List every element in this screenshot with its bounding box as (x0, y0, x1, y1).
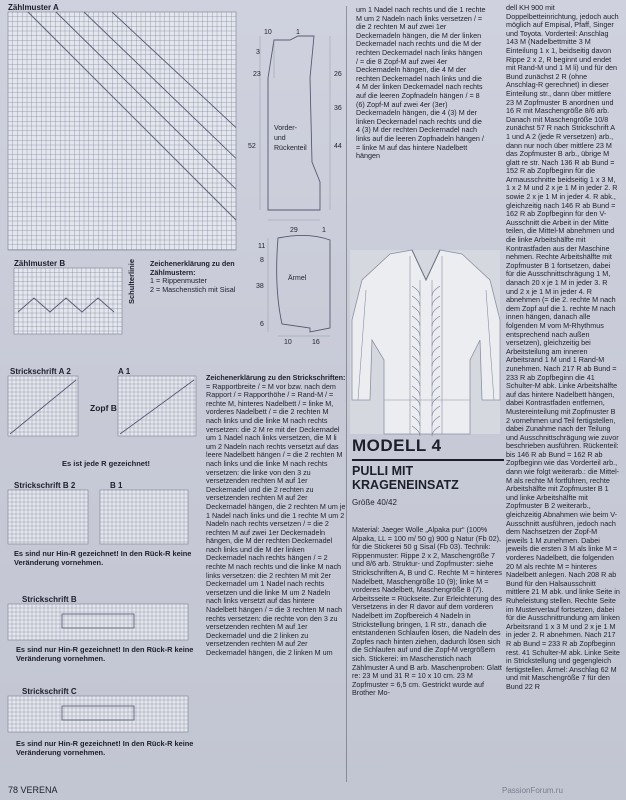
sb-cells (8, 604, 188, 640)
strickschrift-a2-title: Strickschrift A 2 (10, 367, 71, 376)
sleeve-schematic (238, 232, 338, 344)
body-label-1: Vorder- (274, 125, 297, 132)
dim-23: 23 (253, 71, 261, 78)
sleeve-dim-16: 16 (312, 339, 320, 346)
legend-title: Zeichenerklärung zu den Zählmustern: (150, 260, 235, 277)
material-technique-text: Material: Jaeger Wolle „Alpaka pur“ (100% Alpaka, LL = 100 m/ 50 g) 900 g Natur (Fb 02), für die Stickerei 50 g Sisal (Fb 03). Technik: Rippenmuster: Rippe 2 x 2, Maschengröße 7 und 8/6 arb. Struktur- und Zopfmuster: siehe Strickschriften A, B und C. Rechte M = hinteres Nadelbett, Maschengröße 10 (9); linke M = vorderes Nadelbett, Maschengröße 8 (7). Arbeitsseite = Rückseite. Zur Erleichterung des Versetzens in der R davor auf dem vorderen Nadelbett im Zopfbereich 4 Nadeln in Strickstellung bringen, 1 R str., danach die entstandenen Schlaufen lösen, die Nadeln des Zopfes nach hinten ziehen, dadurch lösen sich die Schlaufen auf und die Zopf-M vergrößern sich. Stickerei: im Maschenstich nach Zählmuster A und B arb. Maschenproben: Glatt re: 23 M und 31 R = 10 x 10 cm. 23 M Zopfmuster = 6,5 cm. Gestrickt wurde auf Brother Mo- (352, 526, 502, 698)
dim-52: 52 (248, 143, 256, 150)
page-footer: 78 VERENA (8, 785, 58, 795)
dim-29: 29 (290, 227, 298, 234)
strickschrift-b2-note: Es sind nur Hin-R gezeichnet! In den Rück-R keine Veränderung vornehmen. (14, 550, 192, 567)
dim-26: 26 (334, 71, 342, 78)
sleeve-dim-38: 38 (256, 283, 264, 290)
size-label: Größe 40/42 (352, 498, 397, 507)
model-subtitle: PULLI MIT KRAGENEINSATZ (352, 464, 459, 492)
strickschrift-c-note: Es sind nur Hin-R gezeichnet! In den Rück-R keine Veränderung vornehmen. (16, 740, 194, 757)
legend2-title: Zeichenerklärung zu den Strickschriften: (206, 374, 346, 382)
grid-a-cells (8, 12, 236, 250)
zaehlmuster-b-grid (14, 268, 126, 340)
sb2-cells (8, 490, 88, 544)
sleeve-dim-6: 6 (260, 321, 264, 328)
strickschrift-b1-title: B 1 (110, 481, 123, 490)
instructions-column: dell KH 900 mit Doppelbetteinrichtung, jedoch auch möglich auf Empisal, Pfaff, Singer und Toyota. Vorderteil: Anschlag 143 M (Nadelbettmitte 3 M Einteilung 1 x 1, beidseitig davon Rippe 2 x 2, R beginnt und endet mit Rand-M und 1 M li) und für den Bund zunächst 2 R (ohne Anschlag-R gerechnet) in dieser Einteilung str., dann über mittlere 23 M Zopfmuster B anordnen und 16 R mit Maschengröße 8/6 arb. Danach mit Maschengröße 10/8 zunächst 57 R nach Strickschrift A 1 und A 2 (jede R versetzen) arb., dann nur noch über mittlere 23 M das Zopfmuster B arb., übrige M glatt re str. Nach 136 R ab Bund = 152 R ab Zopfbeginn für die Armausschnitte beidseitig 1 x 3 M, 1 x 2 M und 2 x je 1 M in jeder 2. R sowie 2 x je 1 M in jeder 4. R abk., gleichzeitig nach 146 R ab Bund = 162 R ab Zopfbeginn für den V-Ausschnitt die Arbeit in der Mitte teilen, die Mittel-M abnehmen und die linke Arbeitshälfte mit Kontrastfaden aus der Maschine nehmen. Rechte Arbeitshälfte mit Zopfmuster B 1 fortsetzen, dabei für die Ausschnittschrägung 1 M, danach 20 x je 1 M in jeder 3. R und 2 x je 1 M in jeder 4. R abnehmen (= die 2. rechte M nach dem Zopf auf die 1. rechte M nach innen hängen, danach alle folgenden M vom M-Rhythmus entsprechend nach außen versetzen), gleichzeitig bei Arbeitsteilung am inneren Arbeitsrand 1 M und 1 Rand-M zunehmen. Nach 217 R ab Bund = 233 R ab Zopfbeginn die 41 Schulter-M abk. Linke Arbeitshälfte auf das hintere Nadelbett hängen, dabei Kontrastfaden entfernen, Mustereinteilung mit Zopfmuster B 2 vornehmen und Teil fertigstellen, dabei Zunahme nach der Teilung und Ausschnittschrägung wie zuvor beschrieben ausführen. Rückenteil: bis 146 R ab Bund = 162 R ab Zopfbeginn wie das Vorderteil arb., dann wie folgt weiterarb.: die Mittel-M als rechte M fortführen, rechte Arbeitshälfte mit Zopfmuster B 1 und linke Arbeitshälfte mit Zopfmuster B 2 weiterarb., gleichzeitig Abnahmen wie beim V-Ausschnitt ausführen, jedoch nach dem Nachsetzen der Zopf-M jeweils 1 M zunehmen. Dabei jeweils die ersten 3 M als linke M = vorderes Nadelbett, die folgenden 20 M als rechte M = hinteres Nadelbett anlegen. Nach 208 R ab Bund für den Halsausschnitt mittlere 21 M abk. und linke Seite in Ruheleistung stellen. Rechte Seite im Musterverlauf fortsetzen, dabei für die Ausschnittrundung am linken Arbeitsrand 1 x 3 M und 2 x je 1 M in jeder 2. R abnehmen. Nach 217 R ab Bund = 233 R ab Zopfbeginn rest. 41 Schulter-M abk. Linke Seite in Strickstellung und gegengleich fertigstellen. Ärmel: Anschlag 62 M und mit Maschengröße 7 für den Bund 22 R (506, 4, 620, 691)
dim-3: 3 (256, 49, 260, 56)
strickschrift-a-note: Es ist jede R gezeichnet! (62, 459, 150, 468)
site-watermark: PassionForum.ru (502, 786, 563, 795)
strickschrift-c-title: Strickschrift C (22, 687, 77, 696)
zaehlmuster-a-grid (8, 12, 240, 254)
strickschrift-b-note: Es sind nur Hin-R gezeichnet! In den Rück-R keine Veränderung vornehmen. (16, 646, 194, 663)
zaehlmuster-b-title: Zählmuster B (14, 259, 66, 268)
model-number: MODELL 4 (352, 436, 442, 455)
sleeve-dim-11: 11 (258, 243, 266, 250)
legend2-body: = Rapportbreite / = M vor bzw. nach dem Rapport / = Rapporthöhe / = Rand-M / = rechte M, hinteres Nadelbett / = linke M, vorderes Nadelbett / = die 2 rechten M nach links und die linke M nach rechts versetzen: die 2 M re mit der Deckernadel um 1 Nadel nach links versetzen, die M li um 2 Nadeln nach rechts versetzt auf das leere Nadelbett hängen / = die 2 rechten M nach links und die linke M nach rechts versetzen: die linke von den 3 zu versetzenden rechten M auf 1er Deckernadel und die 2 rechten zu versetzenden rechten M auf 2er Deckernadel hängen, die 2 rechten M um je 1 Nadel nach links und die 1 rechte M um 2 Nadeln nach rechts versetzen / = die 2 rechten M auf zwei 1er Deckernadeln hängen, die M der rechten Deckernadel nach links und die M der linken Deckernadel nach rechts hängen / = 2 rechte M nach rechts und die linke M nach links versetzen: die 2 rechten M mit 2er Deckernadel um 1 Nadel nach rechts versetzen und die linke M um 2 Nadeln nach links versetzt auf das hintere Nadelbett hängen / = die 3 rechten M nach rechts versetzen: die rechte von den 3 zu versetzenden rechten M auf 1er Deckernadel und die 2 linken zu versetzenden rechten M auf 2er Deckernadel hängen, die 2 linken M um (206, 381, 346, 657)
dim-1-bottom: 1 (322, 227, 326, 234)
sc-cells (8, 696, 188, 732)
model-title-block (352, 436, 504, 507)
strickschrift-b2-title: Strickschrift B 2 (14, 481, 76, 490)
dim-1-top: 1 (296, 29, 300, 36)
sweater-photo (350, 250, 500, 434)
sleeve-label: Ärmel (288, 275, 307, 282)
strickschrift-b-chart (8, 604, 198, 644)
symbol-legend-continued: um 1 Nadel nach rechts und die 1 rechte M um 2 Nadeln nach links versetzen / = die 2 rechten M auf zwei 1er Deckernadeln hängen, die M der linken Deckernadel nach rechts und die M der rechten Deckernadel nach links hängen / = die 8 Zopf-M auf zwei 4er Deckernadeln hängen, die 4 M der rechten Deckernadel nach links und die 4 M der linken Deckernadel nach rechts auf die leeren Zopfnadeln hängen / = 8 (6) Zopf-M auf zwei 4er (3er) Deckernadeln hängen, die 4 (3) M der linken Deckernadel nach rechts und die 4 (3) M der rechten Deckernadel nach links auf die leeren Zopfnadeln hängen / = linke M auf das hintere Nadelbett hängen (356, 6, 486, 161)
sleeve-dim-8: 8 (260, 257, 264, 264)
zopf-b-label: Zopf B (90, 403, 117, 413)
legend-item-2: 2 = Maschenstich mit Sisal (150, 284, 236, 294)
strickschrift-c-chart (8, 696, 198, 736)
column-divider (346, 6, 347, 782)
dim-36: 36 (334, 105, 342, 112)
sleeve-dim-10: 10 (284, 339, 292, 346)
body-label-3: Rückenteil (274, 145, 307, 152)
title-rule (352, 459, 504, 461)
body-schematic (240, 29, 350, 242)
strickschrift-b-title: Strickschrift B (22, 595, 77, 604)
strickschrift-b2-chart (8, 490, 198, 546)
legend-item-1: 1 = Rippenmuster (150, 276, 207, 286)
dim-44: 44 (334, 143, 342, 150)
schulterlinie-label: Schulterlinie (127, 258, 136, 304)
strickschrift-legend (206, 374, 346, 782)
body-label-2: und (274, 135, 286, 142)
zaehlmuster-a-title: Zählmuster A (8, 3, 59, 12)
strickschrift-a1-title: A 1 (118, 367, 131, 376)
dim-10: 10 (264, 29, 272, 36)
sb1-cells (100, 490, 188, 544)
